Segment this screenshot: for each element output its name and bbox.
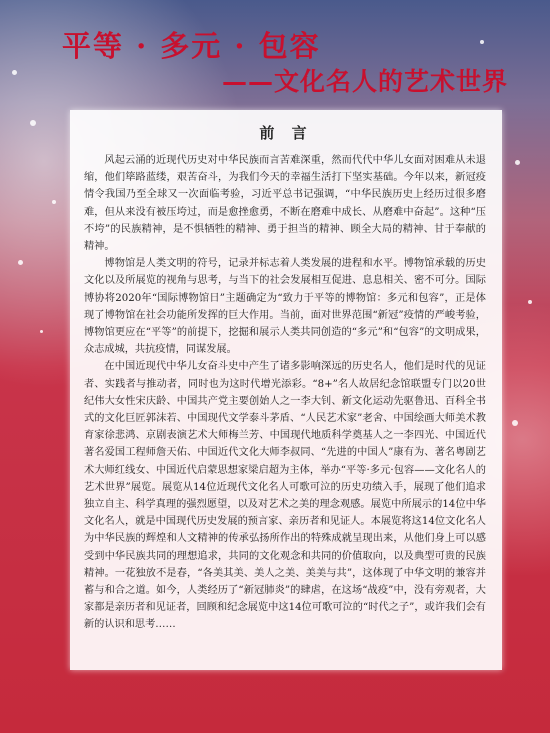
sparkle-decoration bbox=[52, 200, 56, 204]
paragraph: 在中国近现代中华儿女奋斗史中产生了诸多影响深远的历史名人，他们是时代的见证者、实践者与推动者，同时也为这时代增光添彩。“8+”名人故居纪念馆联盟专门以20世纪伟大女性宋庆龄、中国共产党主要创始人之一李大钊、新文化运动先驱鲁迅、百科全书式的文化巨匠郭沫若、中国现代文学泰斗茅盾、“人民艺术家”老舍、中国绘画大师美术教育家徐悲鸿、京剧表演艺术大师梅兰芳、中国现代地质科学奠基人之一李四光、中国近代著名爱国工程师詹天佑、中国近代文化大师李叔同、“先进的中国人”康有为、著名粤剧艺术大师红线女、中国近代启蒙思想家梁启超为主体，举办“平等·多元·包容——文化名人的艺术世界”展览。展览从14位近现代文化名人可歌可泣的历史功绩入手，展现了他们追求独立自主、科学真理的强烈愿望，以及对艺术之美的理念观感。展览中所展示的14位中华文化名人，就是中国现代历史发展的预言家、亲历者和见证人。本展览将这14位文化名人为中华民族的辉煌和人文精神的传承弘扬所作出的特殊成就呈现出来，从他们身上可以感受到中华民族共同的理想追求，共同的文化观念和共同的价值取向，以及典型可贵的民族精神。一花独放不是春，“各美其美、美人之美、美美与共”，这体现了中华文明的兼容并蓄与和合之道。如今，人类经历了“新冠肺炎”的肆虐，在这场“战疫”中，没有旁观者，大家都是亲历者和见证者，回顾和纪念展览中这14位可歌可泣的“时代之子”，或许我们会有新的认识和思考…… bbox=[84, 361, 486, 631]
preface-panel bbox=[70, 110, 502, 670]
sparkle-decoration bbox=[40, 330, 43, 333]
sparkle-decoration bbox=[18, 260, 23, 265]
sparkle-decoration bbox=[515, 160, 520, 165]
preface-body bbox=[84, 152, 486, 634]
sparkle-decoration bbox=[30, 120, 36, 126]
paragraph: 风起云涌的近现代历史对中华民族而言苦难深重，然而代代中华儿女面对困难从未退缩，他们筚路蓝缕，艰苦奋斗，为我们今天的幸福生活打下坚实基础。今年以来，新冠疫情令我国乃至全球又一次面临考验，习近平总书记强调，“中华民族历史上经历过很多磨难，但从来没有被压垮过，而是愈挫愈勇，不断在磨难中成长、从磨难中奋起”。这种“压不垮”的民族精神，是不惧牺牲的精神、勇于担当的精神、顾全大局的精神、甘于奉献的精神。 bbox=[84, 155, 486, 253]
header bbox=[0, 0, 550, 100]
page-title: 平等 · 多元 · 包容 bbox=[62, 29, 321, 63]
page-subtitle: ——文化名人的艺术世界 bbox=[222, 67, 509, 96]
preface-heading: 前 言 bbox=[259, 124, 313, 142]
sparkle-decoration bbox=[512, 420, 518, 426]
paragraph: 博物馆是人类文明的符号，记录并标志着人类发展的进程和水平。博物馆承载的历史文化以及所展览的视角与思考，与当下的社会发展相互促进、息息相关、密不可分。国际博协将2020年“国际博物馆日”主题确定为“致力于平等的博物馆：多元和包容”，正是体现了博物馆在社会功能所发挥的巨大作用。当前，面对世界范围“新冠”疫情的严峻考验，博物馆更应在“平等”的前提下，挖掘和展示人类共同创造的“多元”和“包容”的文明成果，众志成城，共抗疫情，同谋发展。 bbox=[84, 258, 486, 356]
sparkle-decoration bbox=[528, 300, 532, 304]
